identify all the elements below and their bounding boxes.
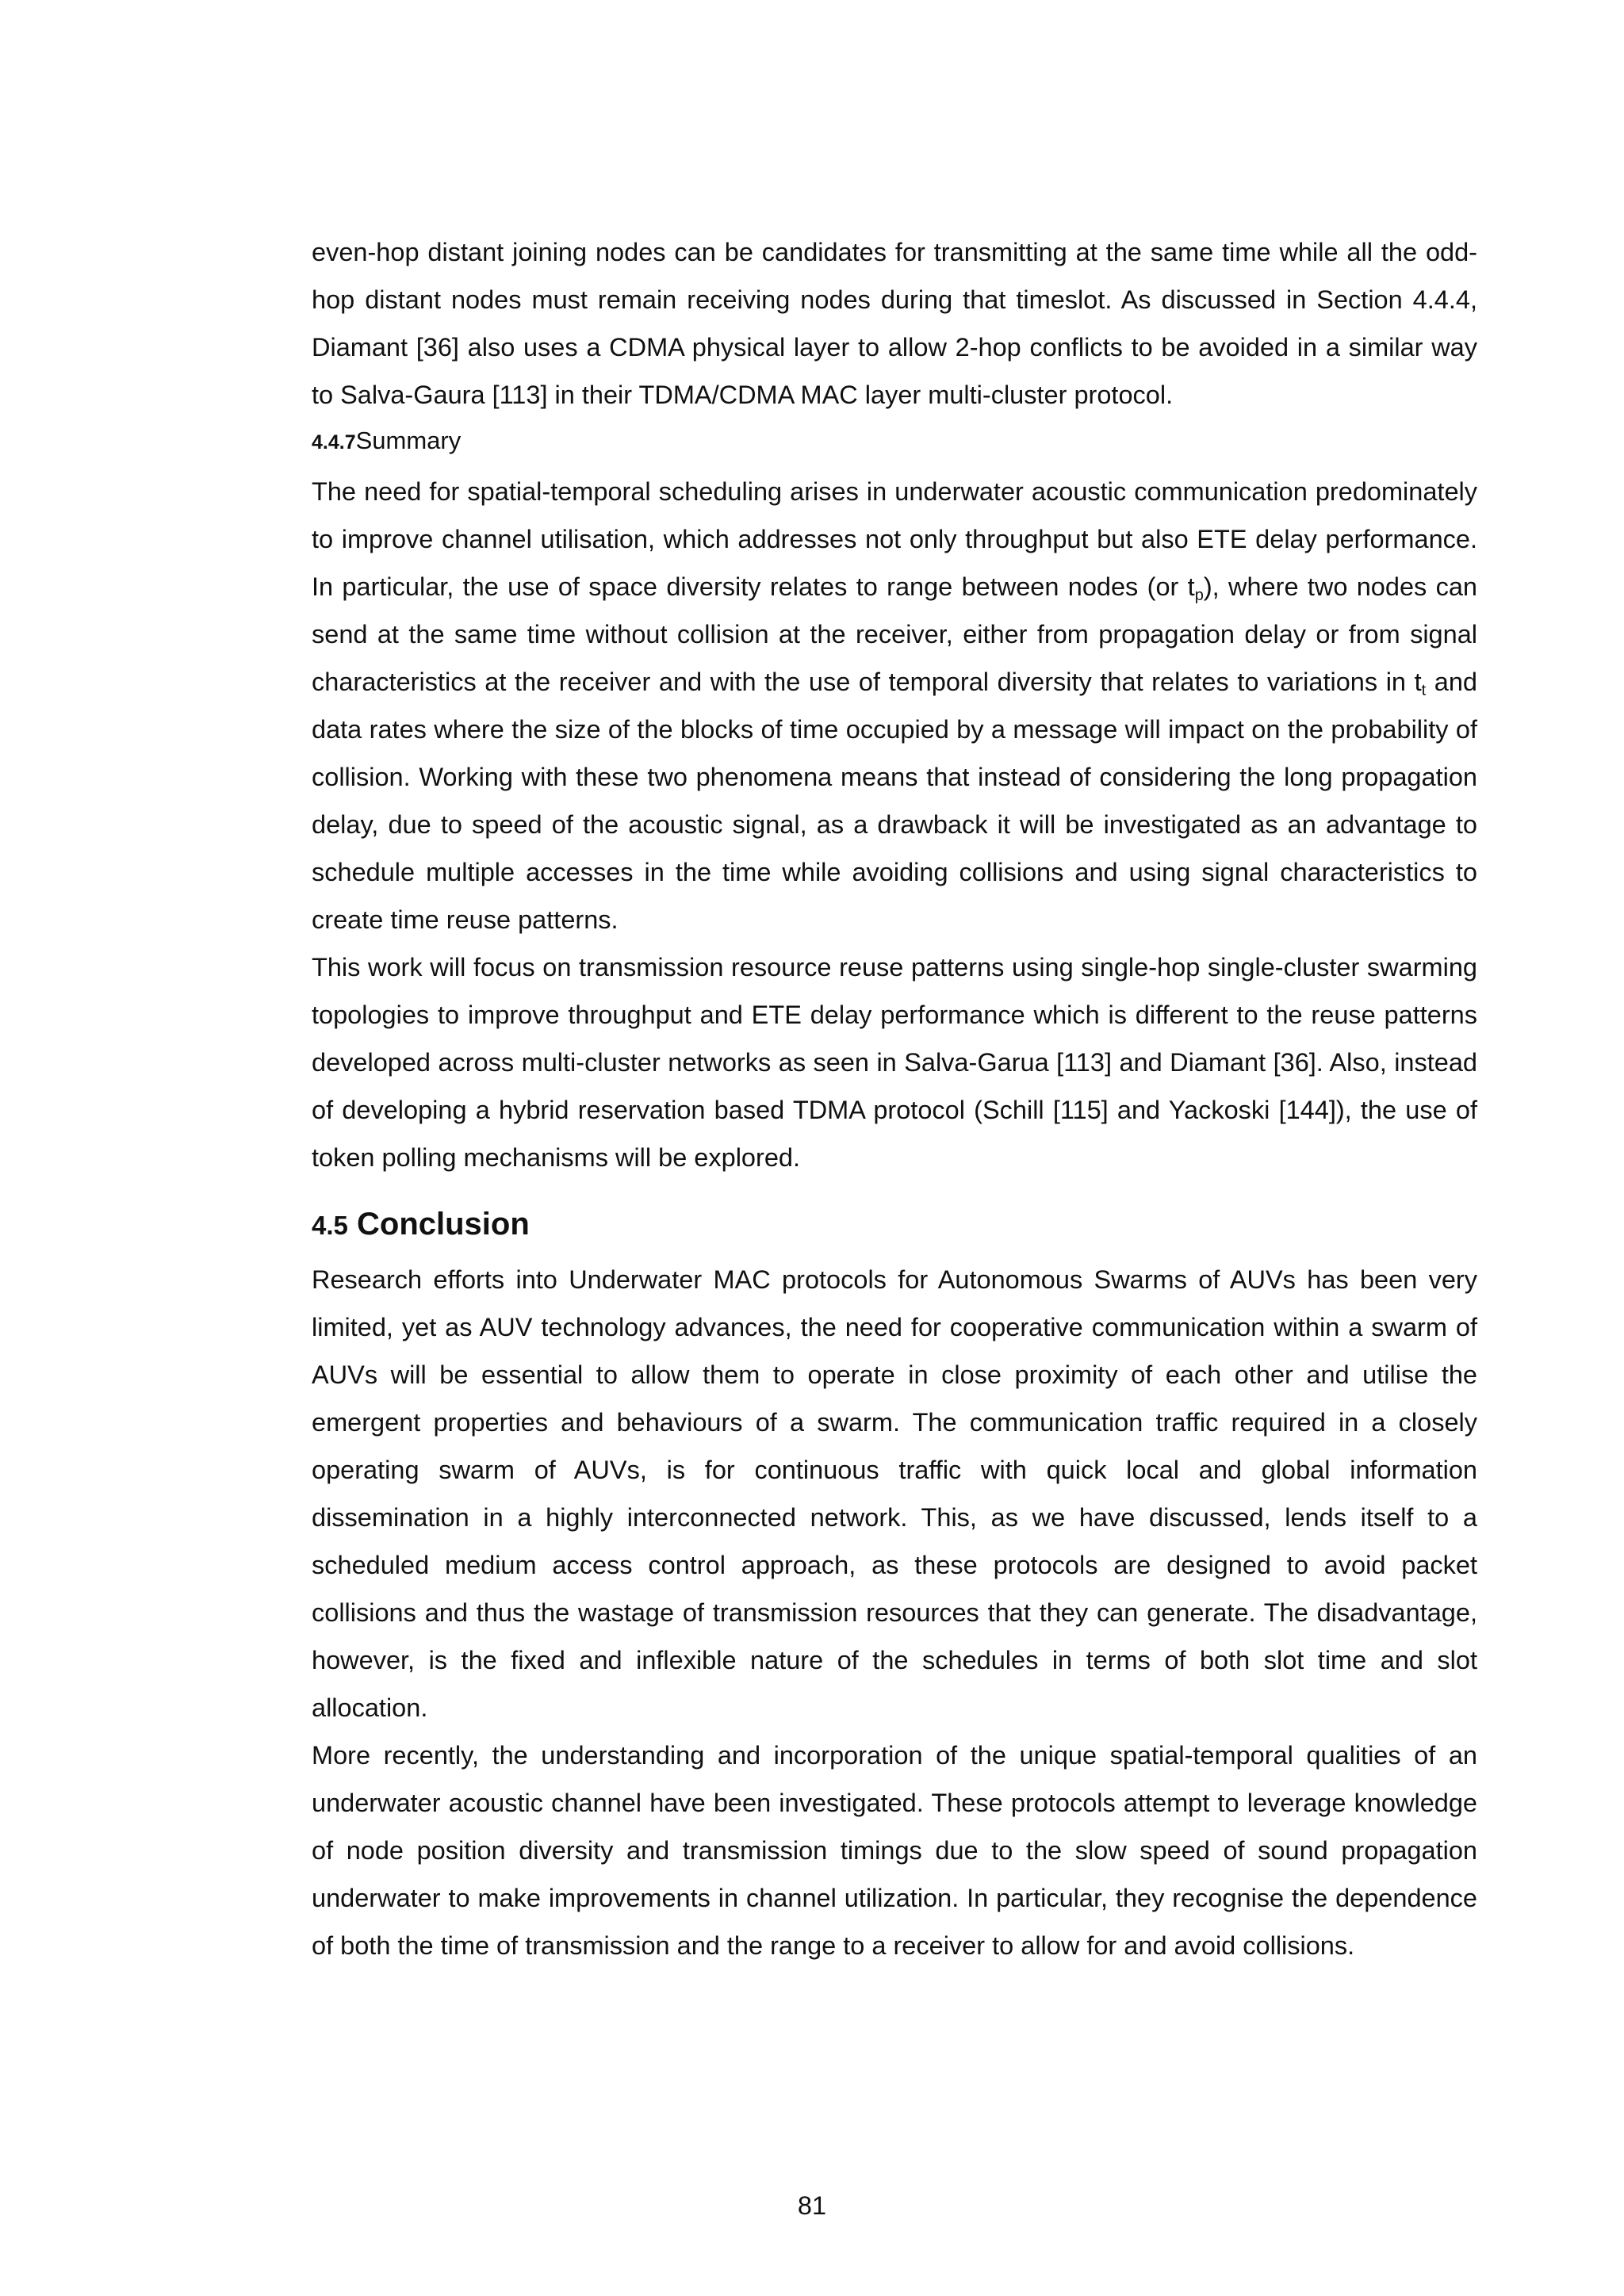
page-number: 81 (797, 2191, 827, 2220)
section-number: 4.4.7 (312, 431, 356, 453)
section-heading-summary (312, 422, 1477, 461)
subscript: p (1194, 587, 1204, 604)
summary-paragraph-2: This work will focus on transmission resource reuse patterns using single-hop single-cluster swarming topologies to improve throughput and ETE delay performance which is different to the reuse patterns developed across multi-cluster networks as seen in Salva-Garua [113] and Diamant [36]. Also, instead of developing a hybrid reservation based TDMA protocol (Schill [115] and Yackoski [144]), the use of token polling mechanisms will be explored. (312, 953, 1477, 1172)
section-number: 4.5 (312, 1211, 348, 1240)
conclusion-paragraph-2: More recently, the understanding and incorporation of the unique spatial-temporal qualities of an underwater acoustic channel have been investigated. These protocols attempt to leverage knowledge of node position diversity and transmission timings due to the slow speed of sound propagation underwater to make improvements in channel utilization. In particular, they recognise the dependence of both the time of transmission and the range to a receiver to allow for and avoid collisions. (312, 1741, 1477, 1960)
page-body (312, 228, 1477, 1969)
text-run: and data rates where the size of the blocks of time occupied by a message will impact on the probability of collision. Working with these two phenomena means that instead of considering the long propagation delay, due to speed of the acoustic signal, as a drawback it will be investigated as an advantage to schedule multiple accesses in the time while avoiding collisions and using signal characteristics to create time reuse patterns. (312, 668, 1477, 934)
summary-paragraph-1 (312, 468, 1477, 943)
continuation-paragraph: even-hop distant joining nodes can be candidates for transmitting at the same time while all the odd-hop distant nodes must remain receiving nodes during that timeslot. As discussed in Section 4.4.4, Diamant [36] also uses a CDMA physical layer to allow 2-hop conflicts to be avoided in a similar way to Salva-Gaura [113] in their TDMA/CDMA MAC layer multi-cluster protocol. (312, 238, 1477, 409)
conclusion-paragraph-1: Research efforts into Underwater MAC protocols for Autonomous Swarms of AUVs has been very limited, yet as AUV technology advances, the need for cooperative communication within a swarm of AUVs will be essential to allow them to operate in close proximity of each other and utilise the emergent properties and behaviours of a swarm. The communication traffic required in a closely operating swarm of AUVs, is for continuous traffic with quick local and global information dissemination in a highly interconnected network. This, as we have discussed, lends itself to a scheduled medium access control approach, as these protocols are designed to avoid packet collisions and thus the wastage of transmission resources that they can generate. The disadvantage, however, is the fixed and inflexible nature of the schedules in terms of both slot time and slot allocation. (312, 1265, 1477, 1722)
text-run: The need for spatial-temporal scheduling arises in underwater acoustic communication predominately to improve channel utilisation, which addresses not only throughput but also ETE delay performance. In particular, the use of space diversity relates to range between nodes (or t (312, 477, 1477, 601)
section-title: Summary (355, 427, 462, 454)
subscript: t (1421, 682, 1427, 699)
section-title: Conclusion (357, 1207, 530, 1242)
text-run: ), where two nodes can send at the same time without collision at the receiver, either from propagation delay or from signal characteristics at the receiver and with the use of temporal diversity that relates to variations in t (312, 572, 1477, 696)
section-heading-conclusion (312, 1199, 1477, 1251)
